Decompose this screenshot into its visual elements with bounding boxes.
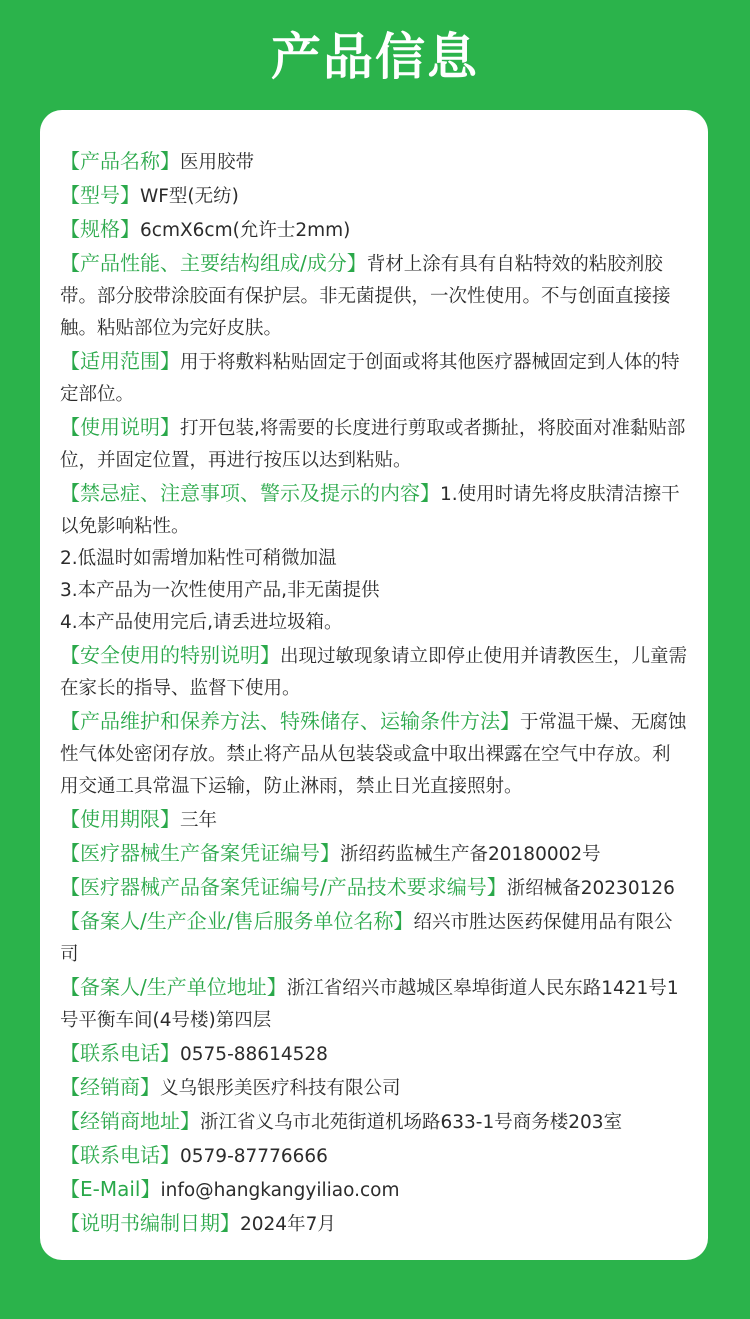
distributor-label: 【经销商】 — [60, 1075, 160, 1099]
product-record-row — [60, 871, 688, 905]
registrant-name-label: 【备案人/生产企业/售后服务单位名称】 — [60, 909, 414, 933]
safety-notes-label: 【安全使用的特别说明】 — [60, 643, 280, 667]
safety-notes-value: 出现过敏现象请立即停止使用并请教医生，儿童需在家长的指导、监督下使用。 — [60, 646, 688, 699]
product-record-label: 【医疗器械产品备案凭证编号/产品技术要求编号】 — [60, 875, 507, 899]
storage-transport-value: 于常温干燥、无腐蚀性气体处密闭存放。禁止将产品从包装袋或盒中取出裸露在空气中存放。利用交通工具常温下运输，防止淋雨，禁止日光直接照射。 — [60, 712, 687, 797]
warning-item-3-text: 3.本产品为一次性使用产品,非无菌提供 — [60, 580, 380, 601]
product-name-row — [60, 145, 688, 179]
contraindications-label: 【禁忌症、注意事项、警示及提示的内容】 — [60, 481, 440, 505]
distributor-phone-value: 0579-87776666 — [180, 1146, 328, 1167]
production-record-value: 浙绍药监械生产备20180002号 — [340, 844, 601, 865]
registrant-address-value: 浙江省绍兴市越城区皋埠街道人民东路1421号1号平衡车间(4号楼)第四层 — [60, 978, 679, 1031]
distributor-value: 义乌银彤美医疗科技有限公司 — [160, 1078, 401, 1099]
instructions-row — [60, 411, 688, 477]
page-title: 产品信息 — [271, 28, 479, 86]
compile-date-label: 【说明书编制日期】 — [60, 1211, 240, 1235]
shelf-life-label: 【使用期限】 — [60, 807, 180, 831]
phone-row — [60, 1037, 688, 1071]
performance-composition-value: 背材上涂有具有自粘特效的粘胶剂胶带。部分胶带涂胶面有保护层。非无菌提供，一次性使用。不与创面直接接触。粘贴部位为完好皮肤。 — [60, 254, 671, 339]
email-row — [60, 1173, 688, 1207]
compile-date-value: 2024年7月 — [240, 1214, 336, 1235]
contraindications-value: 1.使用时请先将皮肤清洁擦干以免影响粘性。 — [60, 484, 680, 537]
storage-transport-row — [60, 705, 688, 803]
performance-composition-label: 【产品性能、主要结构组成/成分】 — [60, 251, 367, 275]
distributor-address-row — [60, 1105, 688, 1139]
shelf-life-value: 三年 — [180, 810, 218, 831]
specification-row — [60, 213, 688, 247]
warning-item-2 — [60, 543, 688, 575]
model-row — [60, 179, 688, 213]
registrant-address-row — [60, 971, 688, 1037]
specification-label: 【规格】 — [60, 217, 140, 241]
phone-value: 0575-88614528 — [180, 1044, 328, 1065]
registrant-name-row — [60, 905, 688, 971]
phone-label: 【联系电话】 — [60, 1041, 180, 1065]
scope-label: 【适用范围】 — [60, 349, 180, 373]
safety-notes-row — [60, 639, 688, 705]
production-record-row — [60, 837, 688, 871]
compile-date-row — [60, 1207, 688, 1241]
registrant-name-value: 绍兴市胜达医药保健用品有限公司 — [60, 912, 673, 965]
email-value: info@hangkangyiliao.com — [160, 1180, 400, 1201]
distributor-address-value: 浙江省义乌市北苑街道机场路633-1号商务楼203室 — [200, 1112, 623, 1133]
product-record-value: 浙绍械备20230126 — [506, 878, 675, 899]
performance-composition-row — [60, 247, 688, 345]
warning-item-2-text: 2.低温时如需增加粘性可稍微加温 — [60, 548, 337, 569]
distributor-row — [60, 1071, 688, 1105]
product-info-card — [40, 110, 708, 1260]
model-label: 【型号】 — [60, 183, 140, 207]
product-name-value: 医用胶带 — [180, 152, 255, 173]
distributor-address-label: 【经销商地址】 — [60, 1109, 200, 1133]
storage-transport-label: 【产品维护和保养方法、特殊储存、运输条件方法】 — [60, 709, 520, 733]
email-label: 【E-Mail】 — [60, 1177, 161, 1201]
distributor-phone-label: 【联系电话】 — [60, 1143, 180, 1167]
instructions-value: 打开包装,将需要的长度进行剪取或者撕扯，将胶面对准黏贴部位，并固定位置，再进行按压以达到粘贴。 — [60, 418, 686, 471]
shelf-life-row — [60, 803, 688, 837]
warning-item-4-text: 4.本产品使用完后,请丢进垃圾箱。 — [60, 612, 343, 633]
instructions-label: 【使用说明】 — [60, 415, 180, 439]
production-record-label: 【医疗器械生产备案凭证编号】 — [60, 841, 340, 865]
scope-row — [60, 345, 688, 411]
scope-value: 用于将敷料粘贴固定于创面或将其他医疗器械固定到人体的特定部位。 — [60, 352, 680, 405]
warning-item-4 — [60, 607, 688, 639]
specification-value: 6cmX6cm(允许士2mm) — [140, 220, 351, 241]
product-name-label: 【产品名称】 — [60, 149, 180, 173]
distributor-phone-row — [60, 1139, 688, 1173]
model-value: WF型(无纺) — [140, 186, 239, 207]
warning-item-3 — [60, 575, 688, 607]
contraindications-row — [60, 477, 688, 543]
registrant-address-label: 【备案人/生产单位地址】 — [60, 975, 287, 999]
